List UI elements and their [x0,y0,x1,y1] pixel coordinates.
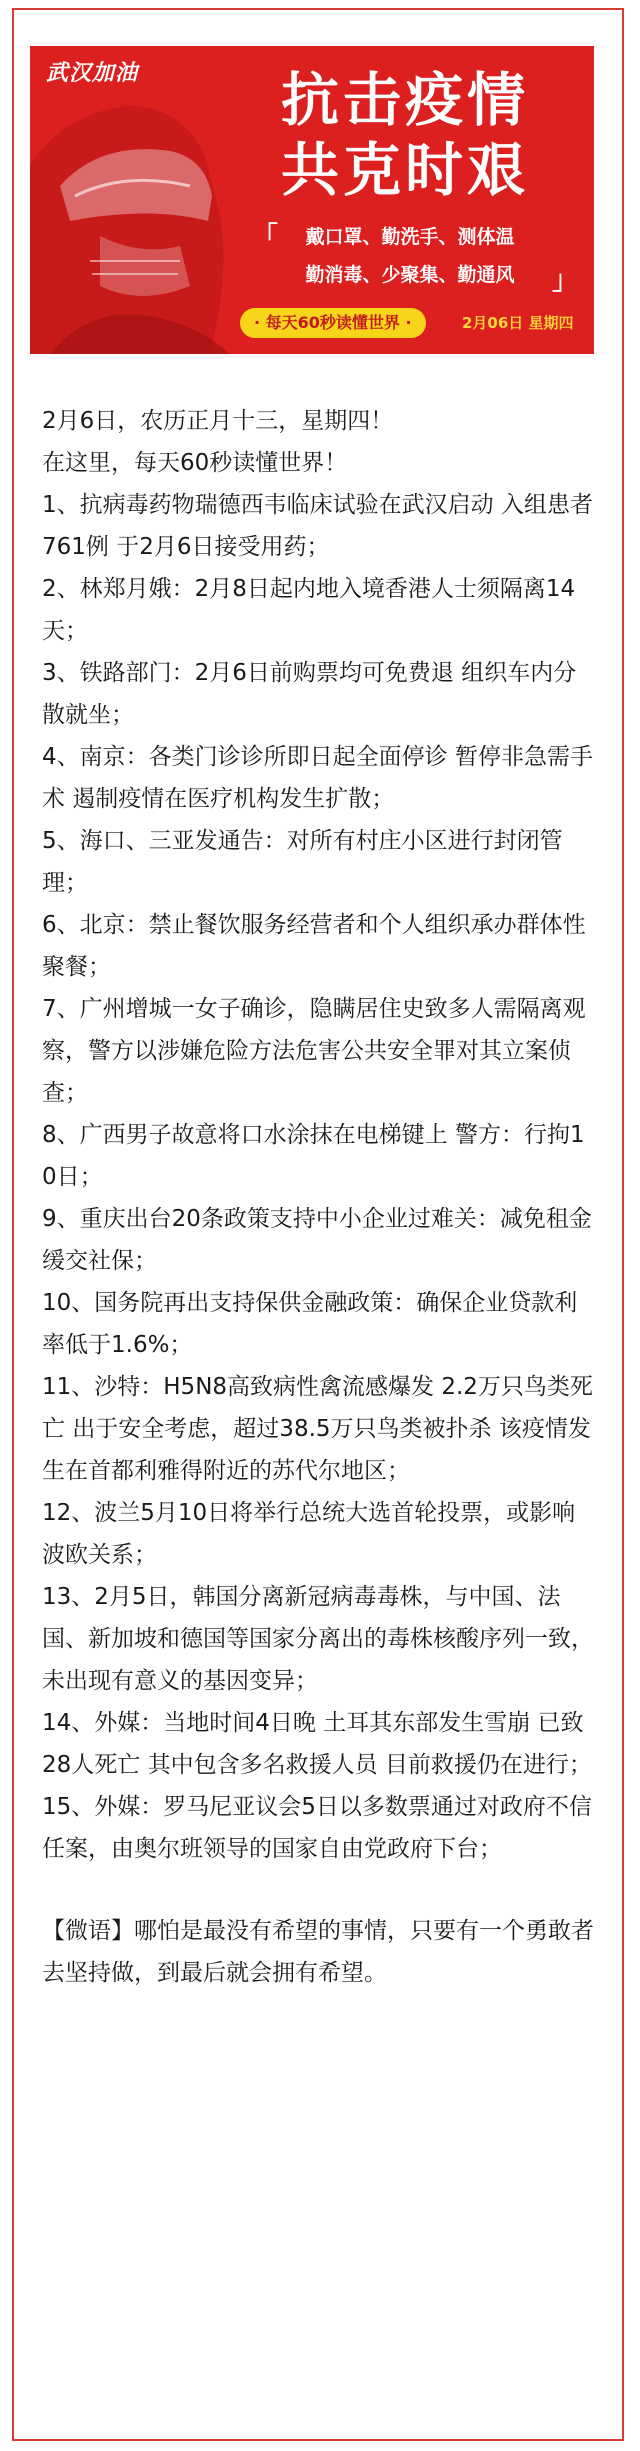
news-item-3: 3、铁路部门：2月6日前购票均可免费退 组织车内分散就坐； [42,660,577,728]
slogan-close-bracket: 」 [552,266,579,296]
news-item-9: 9、重庆出台20条政策支持中小企业过难关：减免租金缓交社保； [42,1206,592,1274]
spacer [42,1870,598,1910]
quote-paragraph: 【微语】哪怕是最没有希望的事情，只要有一个勇敢者去坚持做，到最后就会拥有希望。 [42,1918,594,1986]
medical-worker-illustration [30,46,240,354]
news-item-14: 14、外媒：当地时间4日晚 土耳其东部发生雪崩 已致28人死亡 其中包含多名救援人员 目前救援仍在进行； [42,1710,592,1778]
news-item-4: 4、南京：各类门诊诊所即日起全面停诊 暂停非急需手术 遏制疫情在医疗机构发生扩散； [42,744,593,812]
header-banner [30,46,594,354]
news-item-15: 15、外媒：罗马尼亚议会5日以多数票通过对政府不信任案，由奥尔班领导的国家自由党政府下台； [42,1794,592,1862]
news-item-2: 2、林郑月娥：2月8日起内地入境香港人士须隔离14天； [42,576,576,644]
banner-title-line2: 共克时艰 [280,136,529,204]
wuhan-jiayou-logo: 武汉加油 [46,60,139,86]
intro-line: 2月6日，农历正月十三，星期四！ [42,408,394,434]
news-item-7: 7、广州增城一女子确诊，隐瞒居住史致多人需隔离观察，警方以涉嫌危险方法危害公共安全罪对其立案侦查； [42,996,586,1106]
news-item-8: 8、广西男子故意将口水涂抹在电梯键上 警方：行拘10日； [42,1122,585,1190]
news-item-1: 1、抗病毒药物瑞德西韦临床试验在武汉启动 入组患者761例 于2月6日接受用药； [42,492,593,560]
daily-label-pill: · 每天60秒读懂世界 · [240,308,426,338]
slogan-line2: 勤消毒、少聚集、勤通风 [305,264,515,286]
news-item-10: 10、国务院再出支持保供金融政策：确保企业贷款利率低于1.6%； [42,1290,578,1358]
slogan-open-bracket: 「 [252,222,279,252]
news-item-6: 6、北京：禁止餐饮服务经营者和个人组织承办群体性聚餐； [42,912,586,980]
news-item-13: 13、2月5日，韩国分离新冠病毒毒株，与中国、法国、新加坡和德国等国家分离出的毒株核酸序列一致，未出现有意义的基因变异； [42,1584,594,1694]
banner-title-line1: 抗击疫情 [280,66,529,134]
article-body [42,400,598,1994]
date-label: 2月06日 星期四 [462,314,574,332]
news-item-12: 12、波兰5月10日将举行总统大选首轮投票，或影响波欧关系； [42,1500,576,1568]
news-item-11: 11、沙特：H5N8高致病性禽流感爆发 2.2万只鸟类死亡 出于安全考虑，超过38.5万只鸟类被扑杀 该疫情发生在首都利雅得附近的苏代尔地区； [42,1374,593,1484]
slogan-line1: 戴口罩、勤洗手、测体温 [305,226,515,248]
intro-line: 在这里，每天60秒读懂世界！ [42,450,348,476]
news-item-5: 5、海口、三亚发通告：对所有村庄小区进行封闭管理； [42,828,563,896]
